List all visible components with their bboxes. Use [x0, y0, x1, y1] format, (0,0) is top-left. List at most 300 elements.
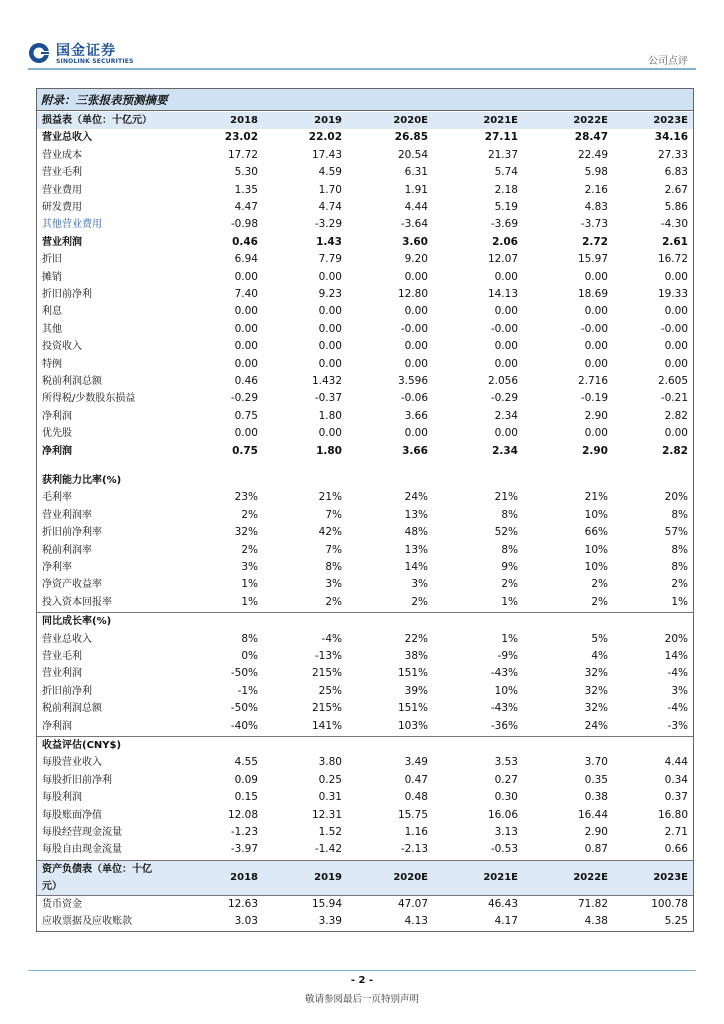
cell-value: 22% — [404, 632, 428, 645]
cell-value: 0.00 — [664, 427, 688, 440]
cell-value: 4.44 — [664, 756, 688, 769]
cell-value: 3.53 — [494, 756, 518, 769]
cell-value: -43% — [490, 702, 518, 715]
cell-value: 5.98 — [584, 166, 608, 179]
table-row — [37, 251, 693, 268]
row-label: 税前利润总额 — [42, 376, 102, 387]
cell-value: 0.00 — [584, 270, 608, 283]
table-row — [37, 841, 693, 858]
row-label: 投入资本回报率 — [42, 596, 112, 608]
cell-value: 12.80 — [397, 288, 428, 300]
cell-value: 21.37 — [487, 148, 518, 161]
cell-value: 1.35 — [234, 183, 258, 196]
cell-value: 2% — [671, 578, 688, 591]
cell-value: 7.79 — [318, 253, 342, 266]
cell-value: 0.48 — [404, 791, 428, 804]
cell-value: 10% — [584, 508, 608, 521]
cell-value: 20.54 — [397, 148, 428, 161]
cell-value: -1.42 — [314, 843, 342, 856]
row-label: 应收票据及应收账款 — [42, 916, 132, 928]
table-row — [37, 356, 693, 373]
cell-value: 0.37 — [664, 791, 688, 804]
sinolink-logo-icon — [28, 42, 50, 64]
row-label: 折旧前净利 — [42, 289, 92, 300]
cell-value: 46.43 — [487, 897, 518, 910]
cell-value: 4% — [591, 650, 608, 662]
cell-value: 0.00 — [664, 305, 688, 318]
cell-value: 1.70 — [318, 183, 342, 196]
cell-value: 12.63 — [227, 897, 258, 910]
cell-value: 24% — [584, 719, 608, 732]
row-label: 营业毛利 — [42, 167, 82, 179]
cell-value: 5.19 — [494, 201, 518, 213]
cell-value: 215% — [311, 667, 342, 680]
cell-value: -43% — [490, 667, 518, 680]
cell-value: 3.39 — [318, 915, 342, 928]
cell-value: 0.30 — [494, 791, 518, 804]
cell-value: 2% — [501, 578, 518, 591]
cell-value: 151% — [397, 702, 428, 715]
cell-value: 0.00 — [404, 270, 428, 283]
cell-value: 2020E — [393, 115, 428, 126]
cell-value: 3% — [671, 684, 688, 697]
cell-value: 0% — [241, 650, 258, 662]
header-divider — [28, 68, 696, 70]
cell-value: -0.00 — [490, 322, 518, 335]
cell-value: 3.13 — [494, 826, 518, 838]
cell-value: -0.29 — [490, 392, 518, 405]
cell-value: 100.78 — [651, 897, 688, 910]
cell-value: 38% — [404, 650, 428, 662]
income-header-row — [37, 112, 693, 129]
row-label: 折旧前净利率 — [42, 527, 102, 539]
row-label: 营业毛利 — [42, 651, 82, 662]
cell-value: 2023E — [653, 872, 688, 884]
cell-value: 2018 — [230, 872, 258, 884]
cell-value: 0.00 — [584, 357, 608, 370]
cell-value: 28.47 — [574, 131, 608, 144]
page-number: - 2 - — [350, 975, 374, 986]
cell-value: 2% — [591, 595, 608, 608]
cell-value: 8% — [671, 561, 688, 573]
cell-value: -3.97 — [230, 843, 258, 856]
cell-value: 3.66 — [404, 409, 428, 422]
table-row — [37, 824, 693, 841]
cell-value: 1.91 — [404, 183, 428, 196]
table-row — [37, 576, 693, 593]
table-row — [37, 303, 693, 320]
row-label: 每股账面净值 — [42, 809, 102, 821]
cell-value: 2.716 — [577, 375, 608, 387]
cell-value: 17.72 — [227, 148, 258, 161]
cell-value: 10% — [584, 561, 608, 573]
cell-value: 0.25 — [318, 773, 342, 786]
cell-value: -50% — [230, 667, 258, 680]
table-row — [37, 408, 693, 425]
cell-value: 16.72 — [657, 253, 688, 266]
table-row — [37, 507, 693, 524]
table-row — [37, 754, 693, 771]
table-row — [37, 234, 693, 251]
cell-value: 10% — [584, 543, 608, 556]
cell-value: -0.00 — [400, 322, 428, 335]
cell-value: 2.82 — [662, 444, 688, 457]
balance-years-row — [37, 869, 693, 886]
table-row — [37, 489, 693, 506]
cell-value: 2.16 — [584, 183, 608, 196]
cell-value: 141% — [311, 719, 342, 732]
cell-value: 32% — [584, 702, 608, 715]
cell-value: -4% — [667, 667, 688, 680]
row-label: 营业成本 — [42, 149, 82, 161]
row-label: 所得税/少数股东损益 — [42, 393, 136, 405]
cell-value: -0.00 — [580, 322, 608, 335]
row-label: 毛利率 — [42, 492, 72, 504]
report-type-label: 公司点评 — [648, 56, 688, 67]
cell-value: 2.06 — [492, 235, 518, 248]
cell-value: -4% — [321, 632, 342, 645]
cell-value: 3% — [325, 578, 342, 591]
row-label: 营业总收入 — [42, 132, 92, 144]
growth-header-row — [37, 613, 693, 630]
table-row — [37, 594, 693, 611]
cell-value: 16.06 — [487, 808, 518, 821]
cell-value: 3.03 — [234, 915, 258, 928]
cell-value: -2.13 — [400, 843, 428, 856]
row-label: 净利润 — [42, 445, 72, 457]
row-label: 营业利润 — [42, 668, 82, 680]
cell-value: 66% — [584, 526, 608, 539]
cell-value: 23% — [234, 491, 258, 504]
cell-value: 2.18 — [494, 183, 518, 196]
cell-value: 2019 — [314, 872, 342, 884]
row-label: 每股折旧前净利 — [42, 774, 112, 786]
cell-value: 0.00 — [318, 322, 342, 335]
table-row — [37, 373, 693, 390]
cell-value: 2020E — [393, 872, 428, 884]
cell-value: 2.90 — [582, 444, 608, 457]
cell-value: 0.87 — [584, 843, 608, 856]
table-row — [37, 286, 693, 303]
cell-value: 10% — [494, 684, 518, 697]
cell-value: 12.07 — [487, 253, 518, 266]
cell-value: 9.20 — [404, 253, 428, 266]
row-label: 折旧 — [42, 254, 62, 266]
cell-value: -1.23 — [230, 826, 258, 838]
cell-value: 2022E — [573, 115, 608, 126]
table-row — [37, 269, 693, 286]
cell-value: 0.00 — [404, 357, 428, 370]
cell-value: 26.85 — [394, 131, 428, 144]
cell-value: 4.83 — [584, 201, 608, 213]
cell-value: 0.38 — [584, 791, 608, 804]
row-label: 税前利润总额 — [42, 703, 102, 715]
cell-value: 3.60 — [402, 235, 428, 248]
row-label: 净利率 — [42, 562, 72, 573]
cell-value: 0.00 — [318, 270, 342, 283]
income-header-label: 损益表（单位：十亿元） — [42, 115, 152, 126]
cell-value: 0.15 — [234, 791, 258, 804]
cell-value: 0.34 — [664, 773, 688, 786]
cell-value: 0.09 — [234, 773, 258, 786]
table-row — [37, 913, 693, 930]
cell-value: -3.29 — [314, 218, 342, 231]
cell-value: 2023E — [653, 115, 688, 126]
cell-value: 32% — [234, 526, 258, 539]
cell-value: 1% — [501, 632, 518, 645]
cell-value: 3.596 — [397, 375, 428, 387]
cell-value: 5.25 — [664, 915, 688, 928]
cell-value: 2% — [241, 508, 258, 521]
cell-value: 1% — [501, 595, 518, 608]
table-row — [37, 182, 693, 199]
table-title: 附录：三张报表预测摘要 — [41, 93, 168, 107]
cell-value: 0.35 — [584, 773, 608, 786]
cell-value: -0.21 — [660, 392, 688, 405]
cell-value: 0.66 — [664, 843, 688, 856]
cell-value: 2.61 — [662, 235, 688, 248]
cell-value: 5.86 — [664, 201, 688, 213]
cell-value: 0.00 — [494, 427, 518, 440]
cell-value: 4.13 — [404, 915, 428, 928]
cell-value: 4.74 — [318, 201, 342, 213]
cell-value: 0.00 — [318, 305, 342, 318]
cell-value: 2021E — [483, 115, 518, 126]
cell-value: 32% — [584, 667, 608, 680]
cell-value: 2% — [325, 595, 342, 608]
cell-value: 32% — [584, 684, 608, 697]
row-label: 摊销 — [42, 271, 62, 283]
table-row — [37, 718, 693, 735]
table-row — [37, 164, 693, 181]
table-row — [37, 443, 693, 460]
cell-value: 1.43 — [316, 235, 342, 248]
cell-value: 20% — [664, 632, 688, 645]
row-label: 投资收入 — [42, 341, 82, 353]
row-label: 优先股 — [42, 428, 72, 440]
cell-value: 0.46 — [234, 375, 258, 387]
cell-value: 19.33 — [657, 288, 688, 300]
cell-value: 0.00 — [664, 357, 688, 370]
row-label: 其他 — [42, 323, 62, 335]
row-label: 研发费用 — [42, 202, 82, 213]
cell-value: -3% — [667, 719, 688, 732]
cell-value: 2.67 — [664, 183, 688, 196]
table-row — [37, 524, 693, 541]
cell-value: 2.90 — [584, 826, 608, 838]
row-label: 其他营业费用 — [42, 219, 102, 231]
cell-value: 5.74 — [494, 166, 518, 179]
cell-value: 3% — [411, 578, 428, 591]
table-row — [37, 147, 693, 164]
cell-value: 6.31 — [404, 166, 428, 179]
row-label: 净利润 — [42, 720, 72, 732]
row-label: 税前利润率 — [42, 544, 92, 556]
cell-value: 8% — [501, 508, 518, 521]
cell-value: 0.31 — [318, 791, 342, 804]
cell-value: -0.00 — [660, 322, 688, 335]
cell-value: 8% — [241, 632, 258, 645]
cell-value: 0.00 — [318, 427, 342, 440]
cell-value: -0.29 — [230, 392, 258, 405]
cell-value: 0.00 — [404, 305, 428, 318]
balance-header-label: 资产负债表（单位：十亿 — [42, 863, 152, 875]
cell-value: 0.00 — [664, 270, 688, 283]
cell-value: 3.70 — [584, 756, 608, 769]
footer-divider — [28, 970, 696, 971]
cell-value: 2.34 — [492, 444, 518, 457]
cell-value: 4.47 — [234, 201, 258, 213]
cell-value: -3.64 — [400, 218, 428, 231]
cell-value: 8% — [671, 543, 688, 556]
cell-value: 4.55 — [234, 756, 258, 769]
cell-value: 1.432 — [311, 375, 342, 387]
cell-value: 34.16 — [654, 131, 688, 144]
cell-value: -0.98 — [230, 218, 258, 231]
cell-value: 14% — [404, 561, 428, 573]
cell-value: 2.90 — [584, 409, 608, 422]
cell-value: 2% — [241, 543, 258, 556]
cell-value: 0.00 — [494, 305, 518, 318]
cell-value: 12.31 — [311, 808, 342, 821]
table-row — [37, 772, 693, 789]
cell-value: 7.40 — [234, 288, 258, 300]
table-row — [37, 542, 693, 559]
cell-value: 4.59 — [318, 166, 342, 179]
cell-value: 1.80 — [318, 409, 342, 422]
cell-value: 2.605 — [657, 375, 688, 387]
profitability-header-label: 获利能力比率(%) — [42, 475, 122, 486]
balance-header-label-2: 元） — [42, 880, 62, 892]
cell-value: -13% — [314, 650, 342, 662]
row-label: 特例 — [42, 358, 62, 370]
cell-value: 2021E — [483, 872, 518, 884]
cell-value: 0.00 — [234, 340, 258, 353]
cell-value: 16.44 — [577, 808, 608, 821]
cell-value: 0.00 — [234, 357, 258, 370]
forecast-summary-table — [36, 88, 694, 932]
cell-value: 2% — [411, 595, 428, 608]
cell-value: 47.07 — [397, 897, 428, 910]
cell-value: -4% — [667, 702, 688, 715]
cell-value: 2.82 — [664, 409, 688, 422]
row-label: 每股经营现金流量 — [42, 827, 122, 838]
cell-value: 15.94 — [311, 897, 342, 910]
valuation-header-row — [37, 737, 693, 754]
cell-value: 2.71 — [664, 826, 688, 838]
cell-value: 0.00 — [234, 270, 258, 283]
cell-value: 7% — [325, 508, 342, 521]
cell-value: 9.23 — [318, 288, 342, 300]
cell-value: 48% — [404, 526, 428, 539]
cell-value: -0.19 — [580, 392, 608, 405]
cell-value: 0.00 — [494, 270, 518, 283]
cell-value: 57% — [664, 526, 688, 539]
cell-value: 103% — [397, 719, 428, 732]
cell-value: 0.46 — [232, 235, 258, 248]
cell-value: 0.00 — [584, 427, 608, 440]
cell-value: 8% — [325, 561, 342, 573]
cell-value: 6.83 — [664, 166, 688, 179]
table-row — [37, 700, 693, 717]
table-title-row — [37, 89, 693, 111]
cell-value: -0.37 — [314, 392, 342, 405]
row-label: 货币资金 — [42, 898, 82, 910]
cell-value: 21% — [318, 491, 342, 504]
logo-chinese-name: 国金证券 — [56, 43, 116, 59]
cell-value: 4.44 — [404, 201, 428, 213]
page-header — [0, 0, 724, 72]
cell-value: 8% — [671, 508, 688, 521]
cell-value: 0.00 — [404, 427, 428, 440]
table-row — [37, 321, 693, 338]
cell-value: 0.00 — [404, 340, 428, 353]
cell-value: -0.06 — [400, 392, 428, 405]
cell-value: 0.00 — [494, 357, 518, 370]
cell-value: 7% — [325, 543, 342, 556]
row-label: 每股营业收入 — [42, 757, 102, 769]
table-row — [37, 425, 693, 442]
cell-value: 16.80 — [657, 808, 688, 821]
cell-value: 0.27 — [494, 773, 518, 786]
cell-value: 2018 — [230, 115, 258, 126]
row-label: 净利润 — [42, 410, 72, 422]
cell-value: 14% — [664, 650, 688, 662]
table-row — [37, 390, 693, 407]
cell-value: 8% — [501, 543, 518, 556]
cell-value: 24% — [404, 491, 428, 504]
cell-value: -40% — [230, 719, 258, 732]
table-row — [37, 338, 693, 355]
cell-value: 15.75 — [397, 808, 428, 821]
cell-value: 39% — [404, 684, 428, 697]
cell-value: 4.17 — [494, 915, 518, 928]
row-label: 每股自由现金流量 — [42, 844, 122, 856]
cell-value: 3.66 — [402, 444, 428, 457]
table-row — [37, 199, 693, 216]
cell-value: -9% — [497, 650, 518, 662]
cell-value: 18.69 — [577, 288, 608, 300]
cell-value: 2.056 — [487, 375, 518, 387]
cell-value: 15.97 — [577, 253, 608, 266]
cell-value: 0.00 — [234, 427, 258, 440]
cell-value: -36% — [490, 719, 518, 732]
cell-value: -3.69 — [490, 218, 518, 231]
cell-value: 1.52 — [318, 826, 342, 838]
cell-value: 2019 — [314, 115, 342, 126]
table-row — [37, 559, 693, 576]
cell-value: 0.75 — [232, 444, 258, 457]
cell-value: 1% — [241, 578, 258, 591]
table-row — [37, 631, 693, 648]
row-label: 净资产收益率 — [42, 579, 102, 591]
cell-value: 52% — [494, 526, 518, 539]
cell-value: 3.80 — [318, 756, 342, 769]
cell-value: 23.02 — [224, 131, 258, 144]
row-label: 营业利润 — [42, 236, 82, 248]
table-row — [37, 216, 693, 233]
row-label: 营业费用 — [42, 184, 82, 196]
cell-value: -1% — [237, 684, 258, 697]
cell-value: 0.75 — [234, 409, 258, 422]
row-label: 营业总收入 — [42, 633, 92, 645]
cell-value: 42% — [318, 526, 342, 539]
table-row — [37, 683, 693, 700]
cell-value: 22.49 — [577, 148, 608, 161]
cell-value: 2% — [591, 578, 608, 591]
cell-value: 5.30 — [234, 166, 258, 179]
cell-value: 12.08 — [227, 808, 258, 821]
